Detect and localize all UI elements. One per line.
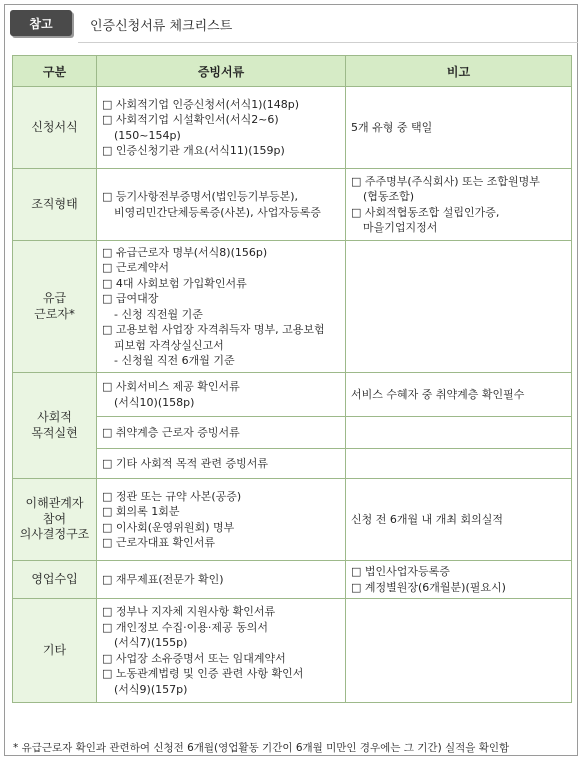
- text-line: □ 노동관계법령 및 인증 관련 사항 확인서: [102, 667, 304, 680]
- text-line: □ 취약계층 근로자 증빙서류: [102, 425, 240, 439]
- remarks-cell: [346, 561, 572, 599]
- category-cell: [13, 241, 97, 373]
- text-line: □ 고용보험 사업장 자격취득자 명부, 고용보험: [102, 323, 325, 336]
- documents-cell: [97, 449, 346, 479]
- table-row: [13, 241, 572, 373]
- category-cell: [13, 479, 97, 561]
- text-line: □ 사업장 소유증명서 또는 임대계약서: [102, 651, 286, 665]
- text-line: (150~154p): [114, 128, 181, 142]
- table-row: [13, 599, 572, 703]
- text-line: □ 4대 사회보험 가입확인서류: [102, 276, 247, 290]
- table-row: [13, 169, 572, 241]
- header: [10, 10, 570, 38]
- remarks-cell: [346, 169, 572, 241]
- text-line: - 신청월 직전 6개월 기준: [114, 354, 235, 367]
- remarks-cell: [346, 599, 572, 703]
- text-line: □ 정부나 지자체 지원사항 확인서류: [102, 605, 276, 618]
- remarks-cell: [346, 373, 572, 417]
- text-line: 마을기업지정서: [363, 221, 438, 234]
- table-row: [13, 87, 572, 169]
- footnote: * 유급근로자 확인과 관련하여 신청전 6개월(영업활동 기간이 6개월 미만인 경우에는 그 기간) 실적을 확인함: [13, 742, 510, 754]
- category-cell: [13, 561, 97, 599]
- category-label: 의사결정구조: [19, 527, 90, 542]
- text-line: □ 근로계약서: [102, 261, 170, 274]
- text-line: 서비스 수혜자 중 취약계층 확인필수: [351, 387, 525, 401]
- column-header-category: 구분: [13, 56, 97, 87]
- documents-cell: [97, 561, 346, 599]
- text-line: □ 근로자대표 확인서류: [102, 536, 216, 549]
- category-label: 근로자*: [34, 306, 75, 321]
- text-line: □ 이사회(운영위원회) 명부: [102, 520, 235, 534]
- category-label: 사회적: [37, 410, 72, 424]
- category-label: 신청서식: [31, 119, 78, 134]
- table-row: [13, 373, 572, 417]
- text-line: (서식7)(155p): [114, 636, 188, 649]
- remarks-cell: [346, 449, 572, 479]
- text-line: (서식10)(158p): [114, 395, 195, 409]
- column-header-documents: 증빙서류: [97, 56, 346, 87]
- documents-cell: [97, 417, 346, 449]
- text-line: □ 재무제표(전문가 확인): [102, 572, 224, 586]
- text-line: (협동조합): [363, 190, 415, 203]
- text-line: □ 개인정보 수집·이용·제공 동의서: [102, 620, 269, 634]
- category-cell: [13, 169, 97, 241]
- category-label: 참여: [42, 511, 67, 526]
- page-title: 인증신청서류 체크리스트: [90, 19, 233, 34]
- text-line: 신청 전 6개월 내 개최 회의실적: [351, 512, 503, 526]
- category-label: 영업수입: [31, 571, 78, 586]
- category-label: 기타: [42, 642, 67, 657]
- text-line: □ 사회적기업 시설확인서(서식2~6): [102, 113, 279, 126]
- category-label: 유급: [42, 291, 67, 305]
- remarks-cell: [346, 241, 572, 373]
- text-line: □ 주주명부(주식회사) 또는 조합원명부: [351, 174, 540, 188]
- text-line: □ 유급근로자 명부(서식8)(156p): [102, 245, 268, 259]
- category-label: 조직형태: [31, 196, 78, 211]
- documents-cell: [97, 373, 346, 417]
- text-line: □ 계정별원장(6개월분)(필요시): [351, 580, 506, 594]
- documents-cell: [97, 169, 346, 241]
- text-line: (서식9)(157p): [114, 682, 188, 696]
- documents-cell: [97, 87, 346, 169]
- checklist-table: [12, 55, 572, 703]
- text-line: □ 정관 또는 규약 사본(공증): [102, 489, 242, 503]
- table-row: [13, 561, 572, 599]
- documents-cell: [97, 479, 346, 561]
- category-cell: [13, 373, 97, 479]
- remarks-cell: [346, 417, 572, 449]
- remarks-cell: [346, 479, 572, 561]
- category-cell: [13, 87, 97, 169]
- text-line: □ 법인사업자등록증: [351, 565, 450, 578]
- text-line: □ 회의록 1회분: [102, 505, 180, 518]
- column-header-remarks: 비고: [346, 56, 572, 87]
- text-line: □ 사회적협동조합 설립인가증,: [351, 205, 500, 219]
- text-line: □ 급여대장: [102, 292, 159, 305]
- table-row: [13, 449, 572, 479]
- category-label: 목적실현: [31, 425, 78, 440]
- documents-cell: [97, 241, 346, 373]
- table-header-row: [13, 56, 572, 87]
- category-cell: [13, 599, 97, 703]
- category-label: 이해관계자: [25, 496, 84, 511]
- text-line: 피보험 자격상실신고서: [114, 338, 224, 352]
- text-line: 5개 유형 중 택일: [351, 120, 433, 134]
- text-line: - 신청 직전월 기준: [114, 307, 203, 321]
- reference-tag: 참고: [10, 10, 72, 36]
- text-line: □ 등기사항전부증명서(법인등기부등본),: [102, 190, 298, 203]
- table-row: [13, 479, 572, 561]
- text-line: □ 사회적기업 인증신청서(서식1)(148p): [102, 97, 300, 111]
- table-row: [13, 417, 572, 449]
- text-line: □ 기타 사회적 목적 관련 증빙서류: [102, 456, 269, 470]
- text-line: 비영리민간단체등록증(사본), 사업자등록증: [114, 205, 321, 219]
- text-line: □ 사회서비스 제공 확인서류: [102, 380, 240, 393]
- documents-cell: [97, 599, 346, 703]
- remarks-cell: [346, 87, 572, 169]
- text-line: □ 인증신청기관 개요(서식11)(159p): [102, 144, 285, 157]
- header-divider: [78, 42, 578, 43]
